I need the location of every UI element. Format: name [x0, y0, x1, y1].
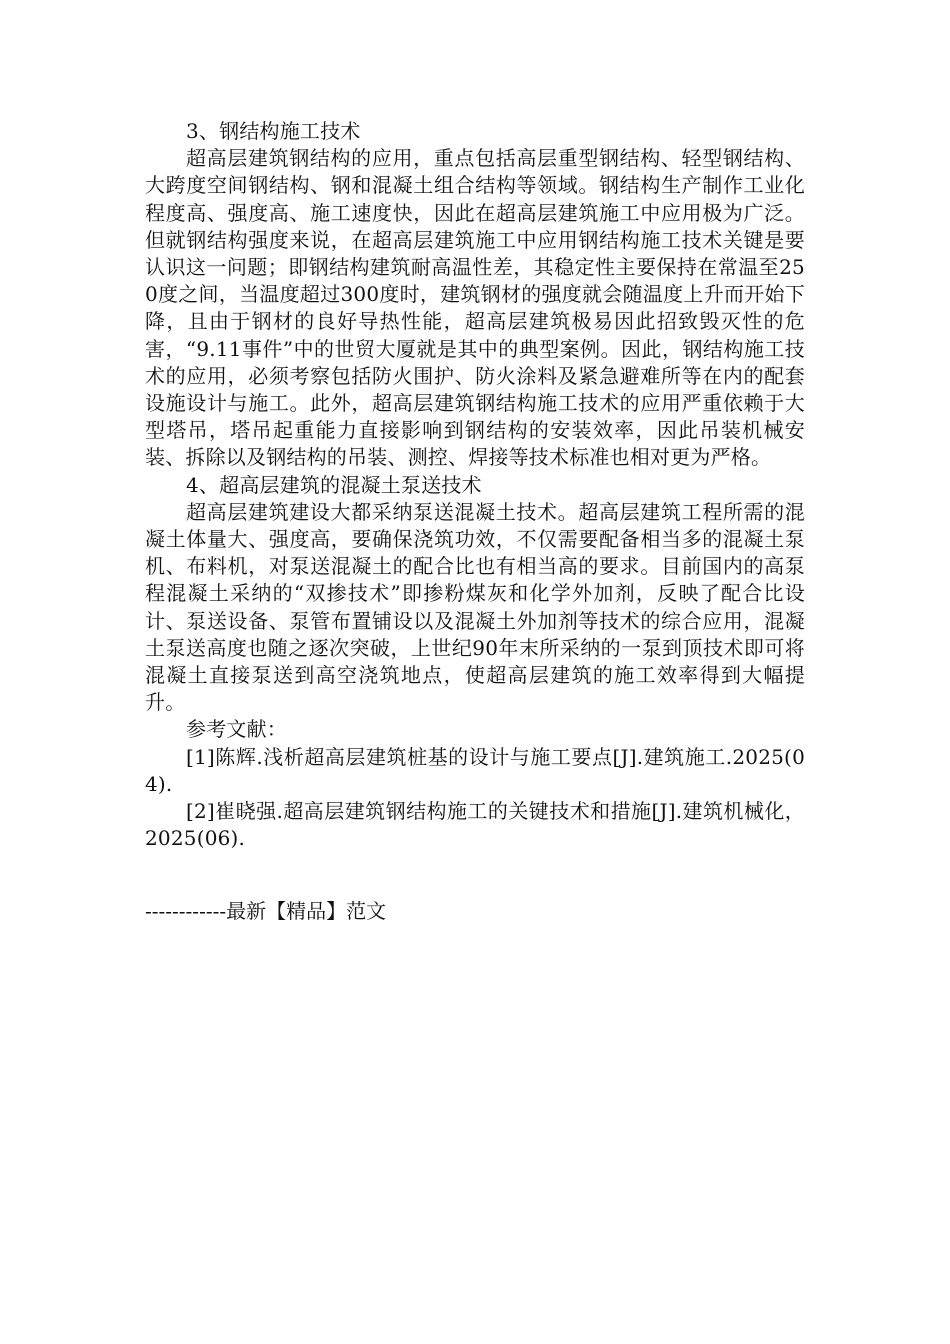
- paragraph-steel-structure: 超高层建筑钢结构的应用，重点包括高层重型钢结构、轻型钢结构、大跨度空间钢结构、钢和混凝土组合结构等领域。钢结构生产制作工业化程度高、强度高、施工速度快，因此在超高层建筑施工中应用极为广泛。但就钢结构强度来说，在超高层建筑施工中应用钢结构施工技术关键是要认识这一问题；即钢结构建筑耐高温性差，其稳定性主要保持在常温至250度之间，当温度超过300度时，建筑钢材的强度就会随温度上升而开始下降，且由于钢材的良好导热性能，超高层建筑极易因此招致毁灭性的危害，“9.11事件”中的世贸大厦就是其中的典型案例。因此，钢结构施工技术的应用，必须考察包括防火围护、防火涂料及紧急避难所等在内的配套设施设计与施工。此外，超高层建筑钢结构施工技术的应用严重依赖于大型塔吊，塔吊起重能力直接影响到钢结构的安装效率，因此吊装机械安装、拆除以及钢结构的吊装、测控、焊接等技术标准也相对更为严格。: [145, 146, 805, 470]
- footer-tagline: ------------最新【精品】范文: [145, 899, 387, 923]
- section-heading-steel-structure: 3、钢结构施工技术: [186, 119, 361, 143]
- document-body: [145, 118, 805, 852]
- section-heading-concrete-pumping: 4、超高层建筑的混凝土泵送技术: [186, 472, 482, 497]
- reference-item-2: [2]崔晓强.超高层建筑钢结构施工的关键技术和措施[J].建筑机械化，2025(06).: [145, 799, 805, 851]
- reference-item-1: [1]陈辉.浅析超高层建筑桩基的设计与施工要点[J].建筑施工.2025(04).: [145, 744, 805, 796]
- references-heading: 参考文献：: [186, 717, 287, 742]
- paragraph-concrete-pumping: 超高层建筑建设大都采纳泵送混凝土技术。超高层建筑工程所需的混凝土体量大、强度高，要确保浇筑功效，不仅需要配备相当多的混凝土泵机、布料机，对泵送混凝土的配合比也有相当高的要求。目前国内的高泵程混凝土采纳的“双掺技术”即掺粉煤灰和化学外加剂，反映了配合比设计、泵送设备、泵管布置铺设以及混凝土外加剂等技术的综合应用，混凝土泵送高度也随之逐次突破，上世纪90年末所采纳的一泵到顶技术即可将混凝土直接泵送到高空浇筑地点，使超高层建筑的施工效率得到大幅提升。: [145, 499, 805, 715]
